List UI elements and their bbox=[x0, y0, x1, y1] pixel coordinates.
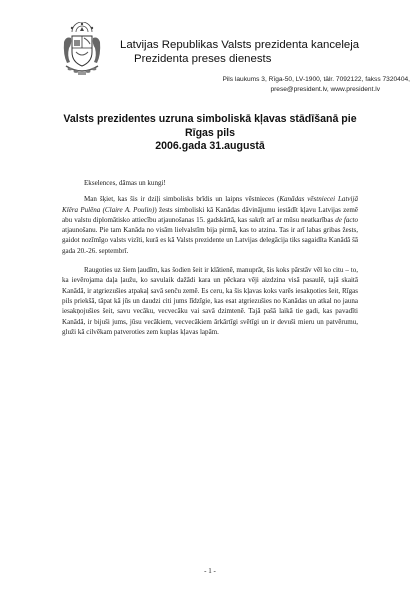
latvia-coat-of-arms-icon bbox=[58, 22, 106, 76]
contact-info bbox=[134, 75, 410, 95]
paragraph-2: Raugoties uz šiem ļaudīm, kas šodien šeit ir klātienē, manuprāt, šis koks pārstāv vēl ko citu – to, ka ievērojama daļa ļaužu, ko savulaik dažādi kara un pēckara vēji aizdzina visā pasaulē, tajā skaitā Kanādā, ir atgriezušies atpakaļ savā senču zemē. Es ceru, ka šis kļavas koks varēs iesakņoties šeit, Rīgas pils priekšā, tāpat kā jūs un daudzi citi jums līdzīgie, kas esat atgriezušies no Kanādas un atkal no jauna iesakņojušies šeit, savu vecāku, vecvecāku vai savā dzimtenē. Tajā pašā laikā tie gadi, kas pavadīti Kanādā, ir bijuši jums, jūsu vecākiem, vecvecākiem ārkārtīgi svētīgi un ir devuši mieru un patvērumu, gluži kā cilvēkam patveroties zem kuplas kļavas lapām. bbox=[62, 266, 358, 336]
title-line-2: 2006.gada 31.augustā bbox=[155, 140, 265, 152]
speech-body bbox=[62, 178, 358, 337]
title-line-1: Valsts prezidentes uzruna simboliskā kļavas stādīšanā pie Rīgas pils bbox=[63, 113, 357, 139]
contact-address: Pils laukums 3, Rīga-50, LV-1900, tālr. 7092122, fakss 7320404, bbox=[222, 76, 410, 83]
paragraph-1 bbox=[62, 194, 358, 256]
org-line-1: Latvijas Republikas Valsts prezidenta kanceleja bbox=[120, 39, 360, 51]
greeting: Ekselences, dāmas un kungi! bbox=[84, 179, 166, 187]
page-number: - 1 - bbox=[204, 567, 216, 575]
p1-italic-ambassador: Kanādas vēstniecei Latvijā Klēra Pulēna (Claire A. Poulin) bbox=[62, 195, 358, 214]
p1-text-c: atjaunošanu. Pie tam Kanāda no visām lielvalstīm bija pirmā, kas to atzina. Tas ir arī labas gribas žests, gaidot nozīmīgo valsts vizīti, kurā es kā Valsts prezidente un Latvijas delegācija tiks sagaidīta Kanādā šā gada 20.-26. septembrī. bbox=[62, 226, 358, 255]
p1-italic-de-facto: de facto bbox=[335, 215, 358, 224]
organization-name bbox=[120, 38, 410, 66]
p1-text-b: ) žests simboliski kā Kanādas dāvinājumu iestādīt kļavu Latvijas zemē abu valstu diplomātisko attiecību atjaunošanas 15. gadskārtā, kas sakrīt arī ar mūsu neatkarības bbox=[62, 205, 358, 224]
p1-text-a: Man šķiet, kas šis ir dziļi simbolisks brīdis un laipns vēstnieces ( bbox=[84, 195, 280, 204]
document-title bbox=[60, 113, 360, 154]
contact-email-web: prese@president.lv, www.president.lv bbox=[270, 86, 380, 93]
org-line-2: Prezidenta preses dienests bbox=[134, 53, 272, 65]
